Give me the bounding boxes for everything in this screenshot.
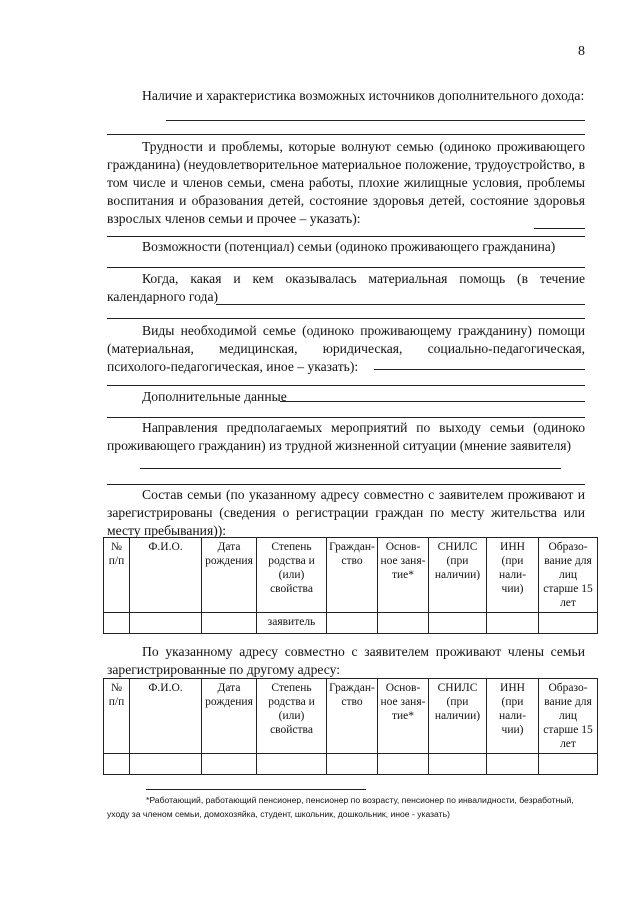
aid-label: Когда, какая и кем оказывалась материальная помощь (в течение календарного года) xyxy=(107,271,585,304)
table-cell[interactable] xyxy=(130,613,202,634)
aid-line-2[interactable] xyxy=(107,318,585,319)
potential-field[interactable] xyxy=(107,267,585,268)
relationship-cell: заявитель xyxy=(257,613,327,634)
income-sources-label: Наличие и характеристика возможных источников дополнительного дохода: xyxy=(142,88,585,103)
footnote: *Работающий, работающий пенсионер, пенсионер по возрасту, пенсионер по инвалидности, безработный, уходу за членом семьи, домохозяйка, студент, школьник, дошкольник, иное - указать) xyxy=(107,795,574,819)
help-types-label: Виды необходимой семье (одиноко проживающему гражданину) помощи (материальная, медицинская, юридическая, социально-педагогическая, психолого-педагогическая, иное – указать): xyxy=(107,323,585,374)
col-snils: СНИЛС (при наличии) xyxy=(429,538,487,613)
directions-line-2[interactable] xyxy=(107,484,585,485)
family-members-table xyxy=(103,537,598,634)
table-row xyxy=(104,613,598,634)
table-cell[interactable] xyxy=(327,754,378,775)
aid-field[interactable] xyxy=(216,304,585,305)
difficulties-field[interactable] xyxy=(534,228,585,229)
col-inn: ИНН (при нали-чии) xyxy=(487,679,539,754)
table-cell[interactable] xyxy=(257,754,327,775)
col-inn: ИНН (при нали-чии) xyxy=(487,538,539,613)
col-number: № п/п xyxy=(104,538,130,613)
col-citizenship: Граждан-ство xyxy=(327,538,378,613)
col-citizenship: Граждан-ство xyxy=(327,679,378,754)
table-header-row xyxy=(104,538,598,613)
table-cell[interactable] xyxy=(378,754,429,775)
table-cell[interactable] xyxy=(378,613,429,634)
table-cell[interactable] xyxy=(327,613,378,634)
help-types-line-2[interactable] xyxy=(107,385,585,386)
col-education: Образо-вание для лиц старше 15 лет xyxy=(539,679,598,754)
table-cell[interactable] xyxy=(202,613,257,634)
table-cell[interactable] xyxy=(202,754,257,775)
help-types-field[interactable] xyxy=(374,369,585,370)
table-cell[interactable] xyxy=(104,754,130,775)
table-cell[interactable] xyxy=(130,754,202,775)
directions-label: Направления предполагаемых мероприятий по выходу семьи (одиноко проживающего гражданин) из трудной жизненной ситуации (мнение заявителя) xyxy=(107,420,585,453)
directions-field[interactable] xyxy=(140,468,561,469)
other-address-members-table xyxy=(103,678,598,775)
table-cell[interactable] xyxy=(429,754,487,775)
col-relationship: Степень родства и (или) свойства xyxy=(257,538,327,613)
page-number: 8 xyxy=(578,44,585,59)
col-number: № п/п xyxy=(104,679,130,754)
table-cell[interactable] xyxy=(429,613,487,634)
table-cell[interactable] xyxy=(487,613,539,634)
table-cell[interactable] xyxy=(487,754,539,775)
table-cell[interactable] xyxy=(104,613,130,634)
col-full-name: Ф.И.О. xyxy=(130,679,202,754)
difficulties-line-2[interactable] xyxy=(107,236,585,237)
table-cell[interactable] xyxy=(539,613,598,634)
table-cell[interactable] xyxy=(539,754,598,775)
col-occupation: Основ-ное заня-тие* xyxy=(378,679,429,754)
additional-data-field[interactable] xyxy=(280,401,585,402)
col-occupation: Основ-ное заня-тие* xyxy=(378,538,429,613)
family-composition-label: Состав семьи (по указанному адресу совместно с заявителем проживают и зарегистрированы (сведения о регистрации граждан по месту жительства или месту пребывания)): xyxy=(107,487,585,538)
col-birth-date: Дата рождения xyxy=(202,679,257,754)
col-birth-date: Дата рождения xyxy=(202,538,257,613)
table-row xyxy=(104,754,598,775)
table-header-row xyxy=(104,679,598,754)
income-sources-field[interactable] xyxy=(166,120,585,121)
col-full-name: Ф.И.О. xyxy=(130,538,202,613)
difficulties-label: Трудности и проблемы, которые волнуют семью (одиноко проживающего гражданина) (неудовлетворительное материальное положение, трудоустройство, в том числе и членов семьи, смена работы, плохие жилищные условия, проблемы воспитания и образования детей, состояние здоровья детей, состояние здоровья взрослых членов семьи и прочее – указать): xyxy=(107,139,585,226)
col-education: Образо-вание для лиц старше 15 лет xyxy=(539,538,598,613)
additional-data-label: Дополнительные данные xyxy=(142,389,287,404)
footnote-separator xyxy=(146,789,366,790)
col-snils: СНИЛС (при наличии) xyxy=(429,679,487,754)
col-relationship: Степень родства и (или) свойства xyxy=(257,679,327,754)
additional-data-line-2[interactable] xyxy=(107,417,585,418)
income-sources-line-2[interactable] xyxy=(107,134,585,135)
other-address-label: По указанному адресу совместно с заявителем проживают члены семьи зарегистрированные по другому адресу: xyxy=(107,644,585,677)
potential-label: Возможности (потенциал) семьи (одиноко проживающего гражданина) xyxy=(142,239,556,254)
